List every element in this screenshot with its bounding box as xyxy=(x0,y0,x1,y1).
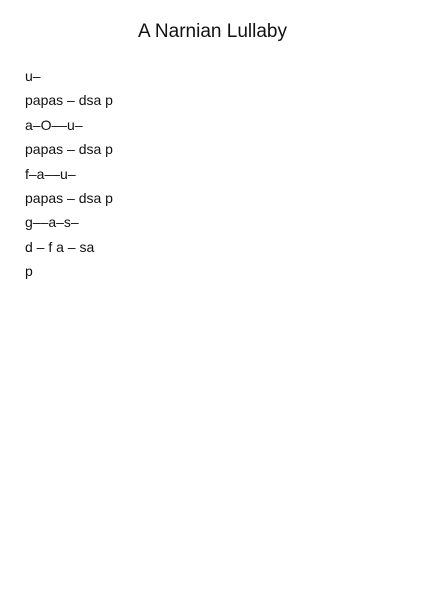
notation-line: papas – dsa p xyxy=(25,189,113,206)
notation-line: a–O––u– xyxy=(25,116,83,133)
document-title: A Narnian Lullaby xyxy=(138,21,287,42)
notation-line: p xyxy=(25,263,33,280)
notation-line: u– xyxy=(25,68,41,84)
notation-line: g––a–s– xyxy=(25,214,79,231)
notation-line: papas – dsa p xyxy=(25,141,113,158)
notation-line: d – f a – sa xyxy=(25,238,95,255)
notation-line: f–a––u– xyxy=(25,165,76,182)
notation-line: papas – dsa p xyxy=(25,92,113,109)
notation-lines xyxy=(25,64,113,284)
